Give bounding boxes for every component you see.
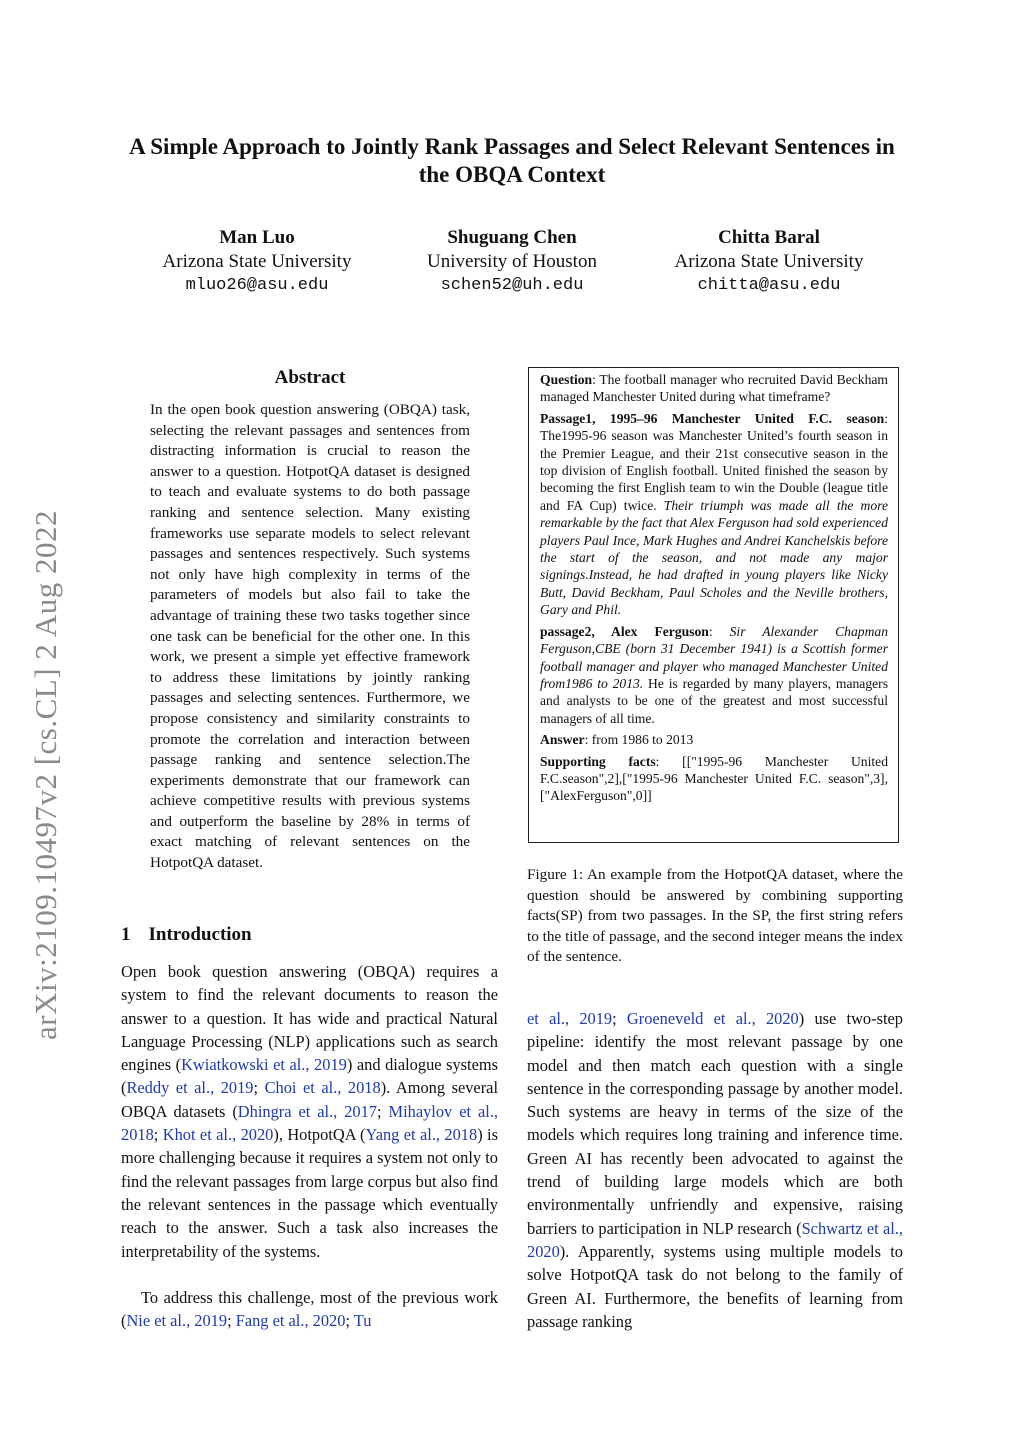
author-block-2 — [372, 226, 652, 298]
citation-link[interactable]: Schwartz et al., 2020 — [527, 1218, 903, 1261]
figure-passage-2 — [540, 623, 888, 727]
citation-link[interactable]: et al., 2019 — [527, 1009, 613, 1028]
passage-2-label: passage2, Alex Ferguson — [540, 623, 709, 639]
citation-link[interactable]: Dhingra et al., 2017 — [237, 1101, 377, 1121]
supporting-facts-text: : [["1995-96 Manchester United F.C.season",2],["1995-96 Manchester United F.C. season",3],["AlexFerguson",0]] — [540, 753, 888, 804]
author-email: mluo26@asu.edu — [185, 276, 329, 295]
text-run: ; — [253, 1078, 265, 1098]
abstract-body: In the open book question answering (OBQA) task, selecting the relevant passages and sentences from distracting information is crucial to reason the answer to a question. HotpotQA dataset is designed to teach and evaluate systems to do both passage ranking and sentence selection. Many existing frameworks use separate models to select relevant passages and sentences respectively. Such systems not only have high complexity in terms of the parameters of models but also fail to take the advantage of training these two tasks together since one task can be beneficial for the other one. In this work, we present a simple yet effective framework to address these limitations by jointly ranking passages and selecting sentences. Furthermore, we propose consistency and similarity constraints to promote the correlation and interaction between passage ranking and sentence selection.The experiments demonstrate that our framework can achieve competitive results with previous systems and outperform the baseline by 28% in terms of exact matching of relevant sentences on the HotpotQA dataset. — [150, 401, 470, 872]
author-affiliation: Arizona State University — [162, 251, 352, 272]
text-run: ) and dialogue systems ( — [121, 1055, 499, 1098]
passage-2-highlight: Sir Alexander Chapman Ferguson,CBE (born 31 December 1941) is a Scottish former football manager and player who managed Manchester United from1986 to 2013. — [540, 623, 888, 691]
text-run: Open book question answering (OBQA) requires a system to find the relevant documents to reason the answer to a question. It has wide and practical Natural Language Processing (NLP) applications such as search engines ( — [121, 962, 498, 1075]
author-block-3 — [629, 226, 909, 298]
text-run: ; — [153, 1125, 163, 1145]
text-run: ; — [227, 1311, 236, 1331]
citation-link[interactable]: Nie et al., 2019 — [126, 1311, 228, 1331]
arxiv-identifier-stamp: arXiv:2109.10497v2 [cs.CL] 2 Aug 2022 — [28, 510, 63, 1040]
author-email: schen52@uh.edu — [440, 276, 584, 295]
citation-link[interactable]: Tu — [353, 1311, 372, 1331]
passage-1-label: Passage1, 1995–96 Manchester United F.C. season — [540, 410, 885, 426]
citation-link[interactable]: Kwiatkowski et al., 2019 — [181, 1055, 347, 1075]
author-name: Man Luo — [219, 227, 295, 248]
text-run: ), HotpotQA ( — [273, 1125, 366, 1145]
citation-link[interactable]: Khot et al., 2020 — [162, 1125, 274, 1145]
citation-link[interactable]: Yang et al., 2018 — [365, 1125, 478, 1145]
section-title: Introduction — [148, 924, 252, 945]
intro-paragraph-1 — [121, 960, 498, 1263]
author-affiliation: Arizona State University — [674, 251, 864, 272]
passage-2-text: He is regarded by many players, managers and analysts to be one of the greatest and most successful managers of all time. — [540, 675, 888, 726]
intro-paragraph-2 — [121, 1286, 498, 1333]
author-name: Chitta Baral — [718, 227, 820, 248]
figure-answer — [540, 731, 888, 748]
passage-1-text: : The1995-96 season was Manchester United’s fourth season in the Premier League, and their 21st consecutive season in the top division of English football. United finished the season by becoming the first English team to win the Double (league title and FA Cup) twice. — [540, 410, 888, 513]
paper-title: A Simple Approach to Jointly Rank Passages and Select Relevant Sentences in the OBQA Context — [129, 134, 895, 187]
answer-label: Answer — [540, 732, 585, 748]
text-run: ) is more challenging because it requires a system not only to find the relevant passages from large corpus but also find the relevant sentences in the passage which eventually reach to the answer. Such a task also increases the interpretability of the systems. — [121, 1125, 498, 1261]
citation-link[interactable]: Fang et al., 2020 — [235, 1311, 346, 1331]
answer-text: : from 1986 to 2013 — [584, 732, 694, 748]
author-name: Shuguang Chen — [447, 227, 577, 248]
citation-link[interactable]: Mihaylov et al., 2018 — [121, 1101, 499, 1145]
question-label: Question — [540, 372, 593, 387]
text-run: ) use two-step pipeline: identify the most relevant passage by one model and then match each question with a single sentence in the corresponding passage by another model. Such systems are heavy in terms of the size of the models which requires long training and inference time. Green AI has recently been advocated to against the trend of building large models which are both environmentally unfriendly and expensive, raising barriers to participation in NLP research ( — [527, 1009, 903, 1238]
passage-2-sep: : — [708, 623, 730, 639]
text-run: ; — [377, 1101, 389, 1121]
text-run: ; — [345, 1311, 354, 1331]
author-affiliation: University of Houston — [427, 251, 597, 272]
text-run: To address this challenge, most of the previous work ( — [121, 1288, 498, 1331]
abstract-heading: Abstract — [274, 367, 346, 388]
figure-question — [540, 371, 888, 406]
question-text: : The football manager who recruited David Beckham managed Manchester United during what timeframe? — [540, 372, 888, 405]
figure-1-caption: Figure 1: An example from the HotpotQA dataset, where the question should be answered by combining supporting facts(SP) from two passages. In the SP, the first string refers to the title of passage, and the second integer means the index of the sentence. — [527, 866, 903, 966]
author-block-1 — [117, 226, 397, 298]
figure-passage-1 — [540, 410, 888, 619]
text-run: ). Apparently, systems using multiple models to solve HotpotQA task do not belong to the family of Green AI. Furthermore, the benefits of learning from passage ranking — [527, 1241, 903, 1331]
figure-supporting-facts — [540, 753, 888, 805]
figure-1-example-box — [528, 367, 899, 843]
author-email: chitta@asu.edu — [697, 276, 841, 295]
section-number: 1 — [121, 924, 131, 945]
passage-1-highlight: Their triumph was made all the more remarkable by the fact that Alex Ferguson had sold experienced players Paul Ince, Mark Hughes and Andrei Kanchelskis before the start of the season, and not made any major signings.Instead, he had drafted in young players like Nicky Butt, David Beckham, Paul Scholes and the Neville brothers, Gary and Phil. — [540, 497, 888, 618]
text-run: ). Among several OBQA datasets ( — [121, 1078, 498, 1121]
citation-link[interactable]: Groeneveld et al., 2020 — [626, 1009, 799, 1028]
text-run: ; — [612, 1009, 627, 1028]
citation-link[interactable]: Reddy et al., 2019 — [126, 1078, 254, 1098]
supporting-facts-label: Supporting facts — [540, 753, 656, 769]
section-heading-introduction — [121, 924, 252, 946]
citation-link[interactable]: Choi et al., 2018 — [264, 1078, 381, 1098]
intro-paragraph-2-continued — [527, 1007, 903, 1333]
